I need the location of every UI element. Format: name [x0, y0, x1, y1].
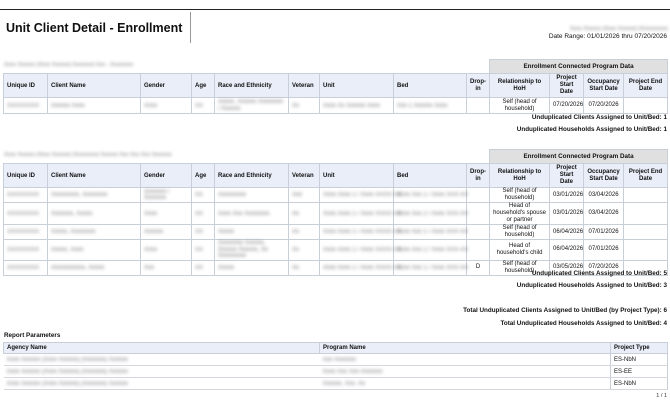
race: Xxxx Xxx Xxxxxxxx	[218, 210, 270, 217]
relationship: Head of household's spouse or partner	[490, 203, 550, 225]
unit: Xxxx Xx Xxxxxx Xxxx	[323, 102, 381, 109]
group-header: Enrollment Connected Program Data	[490, 150, 668, 164]
project-type: ES-NbN	[611, 378, 668, 390]
project-start: 03/05/2026	[550, 260, 584, 275]
gender: Xxxx	[144, 102, 158, 109]
drop-in	[467, 203, 490, 225]
col-veteran: Veteran	[289, 74, 320, 98]
relationship: Self (head of household)	[490, 98, 550, 114]
col-unit: Unit	[320, 74, 394, 98]
drop-in	[467, 225, 490, 240]
unique-id: XXXXXXXX	[7, 102, 40, 109]
program-name: Xxx Xxxxxxx	[322, 356, 357, 363]
client-name: Xxxxx, Xxxx	[51, 246, 84, 253]
occupancy-start: 03/04/2026	[584, 188, 624, 203]
agency-name: Xxxx Xxxxxx (Xxxx Xxxxxx) (Xxxxxxx) Xxxxxx	[6, 380, 128, 387]
section2-clients-summary: Unduplicated Clients Assigned to Unit/Bed: 5	[531, 270, 667, 277]
col-relationship: Relationship to HoH	[490, 74, 550, 98]
age: XX	[195, 210, 204, 217]
table-row	[4, 366, 668, 378]
unique-id: XXXXXXXX	[7, 229, 40, 235]
col-client-name: Client Name	[48, 164, 141, 188]
occupancy-start: 07/20/2026	[584, 260, 624, 275]
organization-name: Xxxx Xxxxxx (Xxxx Xxxxxx) (Xxxxxxxxx)	[570, 26, 668, 32]
report-parameters-title: Report Parameters	[4, 332, 61, 339]
col-gender: Gender	[141, 164, 192, 188]
col-gender: Gender	[141, 74, 192, 98]
col-project-end: Project End Date	[624, 74, 668, 98]
client-name: Xxxxxxxxxxx, Xxxxx	[51, 264, 105, 271]
unit: Xxxx Xxxx 1 / Xxxx XXXX-XX	[323, 210, 402, 217]
veteran: Xx	[292, 229, 300, 235]
occupancy-start: 07/20/2026	[584, 98, 624, 114]
section1-households-summary: Unduplicated Households Assigned to Unit/Bed: 1	[516, 126, 667, 133]
col-occupancy-start: Occupancy Start Date	[584, 74, 624, 98]
relationship: Self (head of household)	[490, 225, 550, 240]
col-age: Age	[192, 74, 215, 98]
veteran: Xxx	[292, 192, 303, 198]
relationship: Self (head of household)	[490, 188, 550, 203]
unit: Xxxx Xxxx 1 / Xxxx XXXX-XX	[323, 246, 402, 253]
report-header	[0, 9, 670, 42]
bed: Xxxx Xxx 1 / Xxxx XXX-XX	[397, 192, 469, 198]
age: XX	[195, 246, 204, 253]
unit: Xxxx Xxxx 1 / Xxxx XXXX-XX	[323, 192, 402, 198]
gender: Xxxx	[144, 210, 158, 217]
project-start: 07/20/2026	[550, 98, 584, 114]
unit: Xxxx Xxxx 1 / Xxxx XXXX-XX	[323, 229, 402, 235]
col-drop-in: Drop-in	[467, 164, 490, 188]
col-relationship: Relationship to HoH	[490, 164, 550, 188]
occupancy-start: 07/01/2026	[584, 225, 624, 240]
page-indicator: 1 / 1	[656, 393, 667, 399]
gender: Xxxxxxx / Xxxxxxx	[144, 188, 170, 201]
relationship: Self (head of household)	[490, 260, 550, 275]
age: XX	[195, 264, 204, 271]
group-header: Enrollment Connected Program Data	[490, 60, 668, 74]
drop-in: D	[467, 260, 490, 275]
program-label-2: Xxxx Xxxxxx (Xxxx Xxxxxx) (Xxxxxxxx) Xxxxxx Xxx Xxx Xxx Xxxxxxx	[4, 152, 172, 158]
table-row	[4, 203, 668, 225]
drop-in	[467, 98, 490, 114]
header-divider	[190, 12, 191, 43]
col-race: Race and Ethnicity	[215, 164, 289, 188]
col-project-end: Project End Date	[624, 164, 668, 188]
col-age: Age	[192, 164, 215, 188]
col-unique-id: Unique ID	[4, 74, 48, 98]
table-row	[4, 188, 668, 203]
bed: Xxx 1 Xxxxxx Xxxx	[397, 102, 448, 109]
col-unique-id: Unique ID	[4, 164, 48, 188]
age: XX	[195, 102, 204, 109]
veteran: Xx	[292, 264, 300, 271]
section1-clients-summary: Unduplicated Clients Assigned to Unit/Bed: 1	[531, 114, 667, 121]
project-end	[624, 225, 668, 240]
table-row	[4, 354, 668, 366]
client-name: Xxxxxxxxx, Xxxxxxxx	[51, 192, 108, 198]
col-bed: Bed	[394, 164, 467, 188]
col-drop-in: Drop-in	[467, 74, 490, 98]
relationship: Head of household's child	[490, 240, 550, 261]
veteran: Xx	[292, 102, 300, 109]
age: XX	[195, 229, 204, 235]
table-row	[4, 98, 668, 114]
col-project-start: Project Start Date	[550, 164, 584, 188]
gender: Xxxxxx	[144, 229, 164, 235]
col-bed: Bed	[394, 74, 467, 98]
col-race: Race and Ethnicity	[215, 74, 289, 98]
race: Xxxxxxxx Xxxxxx, Xxxxxx Xxxxxx, Xx Xxxxxxxxx	[218, 240, 269, 259]
client-name: Xxxxxx Xxxx	[51, 102, 85, 109]
col-project-start: Project Start Date	[550, 74, 584, 98]
program-name: Xxxxxx, Xxx, Xx	[322, 380, 366, 387]
race: Xxxxx	[218, 264, 235, 271]
race: Xxxxx, Xxxxxx Xxxxxxxx / Xxxxxx	[218, 99, 284, 112]
race: Xxxxx	[218, 229, 235, 235]
col-program-name: Program Name	[320, 343, 611, 354]
unique-id: XXXXXXXX	[7, 192, 40, 198]
client-name: Xxxxxxx, Xxxxx	[51, 210, 93, 217]
col-project-type: Project Type	[611, 343, 668, 354]
program-label-1: Xxxx Xxxxxx (Xxxx Xxxxxx) Xxxxxxx) Xxx - Xxxxxxxx	[4, 62, 133, 68]
table-row	[4, 240, 668, 261]
project-start: 06/04/2026	[550, 225, 584, 240]
col-unit: Unit	[320, 164, 394, 188]
race: Xxxxxxxxx	[218, 192, 247, 198]
gender: Xxx	[144, 264, 155, 271]
unique-id: XXXXXXXX	[7, 264, 40, 271]
program-name: Xxxx Xxx Xxx Xxxxxxx	[322, 368, 383, 375]
project-end	[624, 98, 668, 114]
total-clients-summary: Total Unduplicated Clients Assigned to Unit/Bed (by Project Type): 6	[463, 307, 667, 314]
project-type: ES-EE	[611, 366, 668, 378]
occupancy-start: 03/04/2026	[584, 203, 624, 225]
bed: Xxxx Xxx 2 / Xxxx XXX-XX	[397, 210, 469, 217]
unique-id: XXXXXXXX	[7, 210, 40, 217]
bed: Xxxx Xxx 2 / Xxxx XXX-XX	[397, 246, 469, 253]
age: XX	[195, 192, 204, 198]
bed: Xxxx Xxx 1 / Xxxx XXX-XX	[397, 264, 469, 271]
unit: Xxxx Xxxx 1 / Xxxx XXXX-XX	[323, 264, 402, 271]
gender: Xxxx	[144, 246, 158, 253]
drop-in	[467, 240, 490, 261]
section2-households-summary: Unduplicated Households Assigned to Unit/Bed: 3	[516, 282, 667, 289]
project-start: 03/01/2026	[550, 203, 584, 225]
drop-in	[467, 188, 490, 203]
unique-id: XXXXXXXX	[7, 246, 40, 253]
col-occupancy-start: Occupancy Start Date	[584, 164, 624, 188]
report-title: Unit Client Detail - Enrollment	[6, 21, 183, 35]
project-end	[624, 203, 668, 225]
project-type: ES-NbN	[611, 354, 668, 366]
date-range: Date Range: 01/01/2026 thru 07/20/2026	[548, 33, 667, 40]
col-veteran: Veteran	[289, 164, 320, 188]
client-name: Xxxxx, Xxxxxxxx	[51, 229, 96, 235]
veteran: Xx	[292, 246, 300, 253]
agency-name: Xxxx Xxxxxx (Xxxx Xxxxxx) (Xxxxxxx) Xxxxxx	[6, 368, 128, 375]
project-start: 03/01/2026	[550, 188, 584, 203]
enrollment-table-1	[3, 59, 668, 114]
enrollment-table-2	[3, 149, 668, 276]
table-row	[4, 378, 668, 390]
project-end	[624, 188, 668, 203]
agency-name: Xxxx Xxxxxx (Xxxx Xxxxxx) (Xxxxxxx) Xxxxxx	[6, 356, 128, 363]
project-end	[624, 240, 668, 261]
report-parameters-table	[3, 342, 668, 390]
col-client-name: Client Name	[48, 74, 141, 98]
veteran: Xx	[292, 210, 300, 217]
project-start: 06/04/2026	[550, 240, 584, 261]
col-agency-name: Agency Name	[4, 343, 320, 354]
bed: Xxxx Xxx 1 / Xxxx XXX-XX	[397, 229, 469, 235]
occupancy-start: 07/01/2026	[584, 240, 624, 261]
total-households-summary: Total Unduplicated Households Assigned to Unit/Bed: 4	[500, 320, 667, 327]
table-row	[4, 225, 668, 240]
